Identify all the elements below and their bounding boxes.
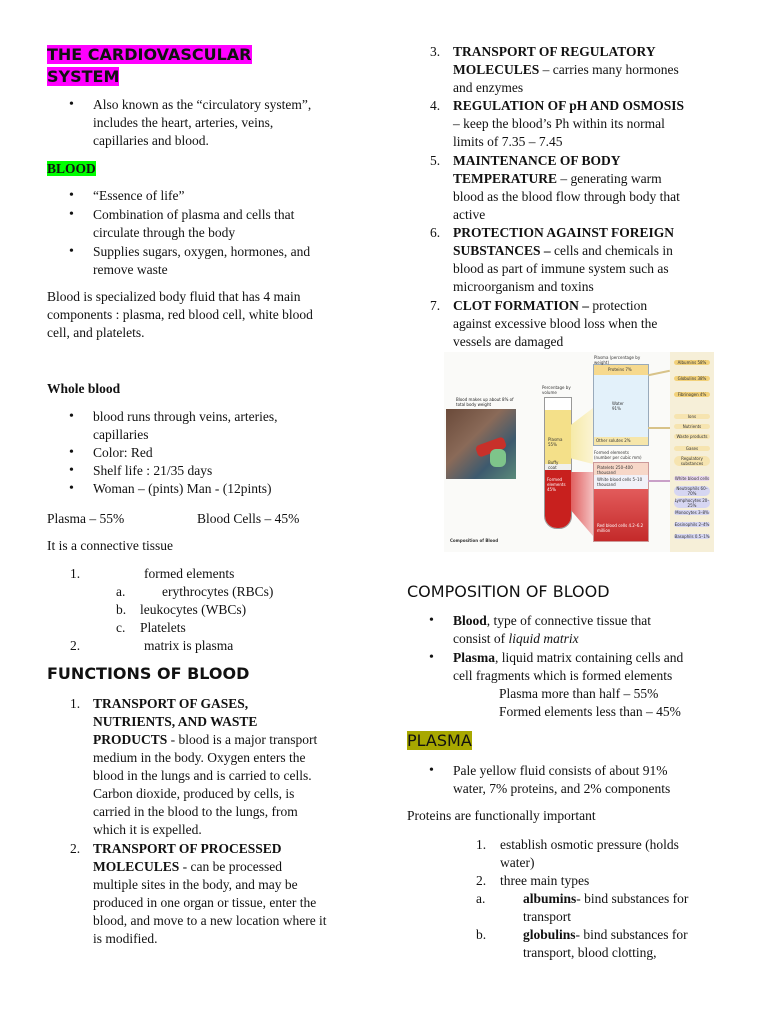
platelets-label: Platelets 250–400 thousand (597, 465, 633, 475)
plasma-breakdown-box (593, 364, 649, 446)
connective-tissue-line: It is a connective tissue (47, 538, 173, 553)
proteins-7-label: Proteins 7% (608, 367, 632, 372)
function-item-1: TRANSPORT OF GASES, NUTRIENTS, AND WASTE PRODUCTS - blood is a major transport medium in the body. Oxygen enters the blood in the lungs and is carried to cells. Carbon dioxide, produced by cells, is carried in the blood to the lungs, from which it is expelled. (93, 696, 318, 837)
cells-percentage: Blood Cells – 45% (197, 511, 300, 526)
protein-albumins: albumins- bind substances for transport (523, 891, 689, 924)
proteins-line: Proteins are functionally important (407, 808, 596, 823)
functions-heading: FUNCTIONS OF BLOOD (47, 664, 250, 683)
component-label: Eosinophils 2–4% (674, 522, 710, 527)
component-label: Fibrinogen 4% (674, 392, 710, 397)
list-number: 7. (430, 298, 441, 313)
buffy-coat-label: Buffy coat (548, 460, 559, 470)
component-label: Basophils 0.5–1% (674, 534, 710, 539)
tube-top-label: Blood makes up about 8% of total body weight (456, 397, 514, 407)
plasma-box-title: Plasma (percentage by weight) (594, 355, 641, 365)
component-label: Neutrophils 60–70% (674, 486, 710, 496)
list-item: formed elements (144, 566, 235, 581)
sub-list-letter: c. (116, 620, 126, 635)
rbc-label: Red blood cells 4.2–6.2 million (597, 523, 644, 533)
composition-bullet: • Plasma, liquid matrix containing cells and cell fragments which is formed elements (453, 649, 683, 685)
composition-heading: COMPOSITION OF BLOOD (407, 582, 610, 601)
list-number: 3. (430, 44, 441, 59)
list-number: 5. (430, 153, 441, 168)
component-label: Globulins 38% (674, 376, 710, 381)
list-number: 1. (476, 837, 487, 852)
component-label: Monocytes 3–8% (675, 510, 709, 515)
function-item-4: REGULATION OF pH AND OSMOSIS – keep the blood’s Ph within its normal limits of 7.35 – 7.45 (453, 98, 685, 149)
component-label: Nutrients (674, 424, 710, 429)
list-item: matrix is plasma (144, 638, 234, 653)
wbc-label: White blood cells 5–10 thousand (597, 477, 643, 487)
formed-less-than: Formed elements less than – 45% (499, 704, 681, 719)
list-number: 6. (430, 225, 441, 240)
figure-caption: Composition of Blood (450, 538, 499, 543)
plasma-55-label: Plasma 55% (548, 437, 563, 447)
sub-list-letter: a. (476, 891, 486, 906)
function-item-7: CLOT FORMATION – protection against excessive blood loss when the vessels are damaged (453, 298, 658, 349)
blood-donation-photo (446, 397, 516, 479)
formed-45-label: Formed elements 45% (547, 477, 566, 492)
sub-list-letter: b. (476, 927, 487, 942)
water-91-label: Water 91% (612, 401, 624, 411)
component-label: White blood cells (674, 476, 710, 481)
list-number: 2. (70, 638, 81, 653)
blood-paragraph: Blood is specialized body fluid that has 4 main components : plasma, red blood cell, white blood cell, and platelets. (47, 289, 313, 340)
formed-elements-box (593, 462, 649, 542)
composition-of-blood-figure (444, 352, 714, 552)
blood-bullet: • Supplies sugars, oxygen, hormones, and remove waste (93, 243, 310, 279)
intro-bullet: • Also known as the “circulatory system”, includes the heart, arteries, veins, capillaries and blood. (93, 96, 311, 150)
function-item-5: MAINTENANCE OF BODY TEMPERATURE – generating warm blood as the blood flow through body that active (453, 153, 680, 222)
sub-list-item: erythrocytes (RBCs) (162, 584, 274, 599)
pct-volume-label: Percentage by volume (542, 385, 571, 395)
component-label: Albumins 58% (674, 360, 710, 365)
sub-list-item: leukocytes (WBCs) (140, 602, 247, 617)
sub-list-item: Platelets (140, 620, 186, 635)
sub-list-letter: b. (116, 602, 127, 617)
protein-globulins: globulins- bind substances for transport, blood clotting, (523, 927, 688, 960)
protein-item-2: three main types (500, 873, 590, 888)
blood-bullet: • Combination of plasma and cells that circulate through the body (93, 206, 294, 242)
blood-heading: BLOOD (47, 161, 96, 176)
list-number: 2. (476, 873, 487, 888)
other-2-label: Other solutes 2% (596, 438, 631, 443)
component-label: Waste products (674, 434, 710, 439)
list-number: 1. (70, 566, 81, 581)
list-number: 4. (430, 98, 441, 113)
component-label: Gases (674, 446, 710, 451)
whole-blood-heading: Whole blood (47, 381, 121, 396)
blood-bullet: • “Essence of life” (93, 187, 184, 205)
function-item-2: TRANSPORT OF PROCESSED MOLECULES - can be processed multiple sites in the body, and may be produced in one organ or tissue, enter the blood, and move to a new location where it is modified. (93, 841, 327, 946)
component-label: Lymphocytes 20–25% (674, 498, 710, 508)
list-number: 2. (70, 841, 81, 856)
function-item-3: TRANSPORT OF REGULATORY MOLECULES – carries many hormones and enzymes (453, 44, 679, 95)
composition-bullet: • Blood, type of connective tissue that consist of liquid matrix (453, 612, 651, 648)
whole-blood-bullet: • Woman – (pints) Man - (12pints) (93, 480, 272, 498)
plasma-heading: PLASMA (407, 731, 472, 750)
component-label: Ions (674, 414, 710, 419)
plasma-percentage: Plasma – 55% (47, 511, 125, 526)
plasma-bullet: • Pale yellow fluid consists of about 91% water, 7% proteins, and 2% components (453, 762, 670, 798)
whole-blood-bullet: • Color: Red (93, 444, 153, 462)
list-number: 1. (70, 696, 81, 711)
function-item-6: PROTECTION AGAINST FOREIGN SUBSTANCES – cells and chemicals in blood as part of immune system such as microorganism and toxins (453, 225, 675, 294)
plasma-more-than-half: Plasma more than half – 55% (499, 686, 659, 701)
sub-list-letter: a. (116, 584, 126, 599)
page-title: THE CARDIOVASCULAR SYSTEM (47, 45, 252, 86)
whole-blood-bullet: • blood runs through veins, arteries, capillaries (93, 408, 277, 444)
component-label: Regulatory substances (674, 456, 710, 466)
whole-blood-bullet: • Shelf life : 21/35 days (93, 462, 212, 480)
formed-box-title: Formed elements (number per cubic mm) (594, 450, 642, 460)
protein-item-1: establish osmotic pressure (holds water) (500, 837, 679, 870)
